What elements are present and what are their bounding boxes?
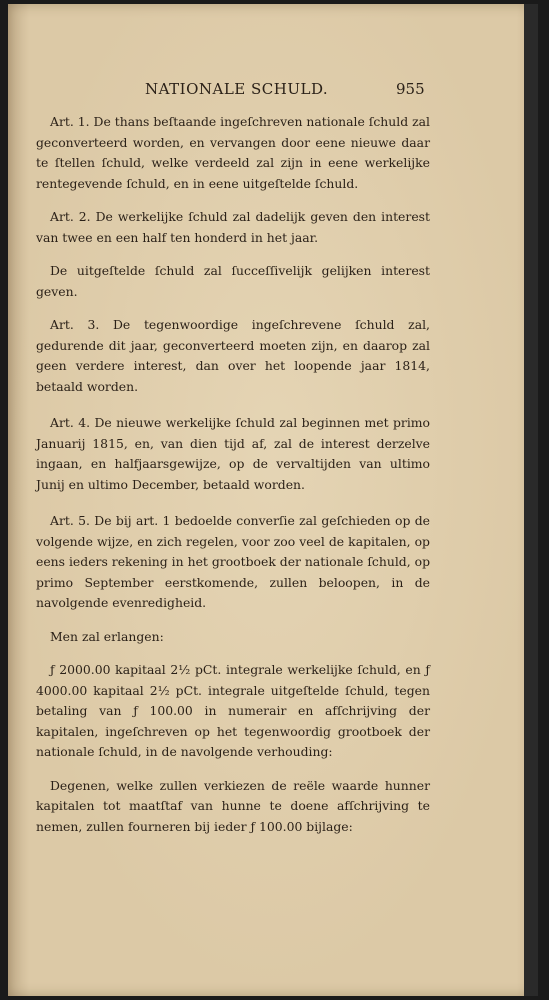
page-number: 955 <box>396 80 425 98</box>
men-zal-erlangen-paragraph: Men zal erlangen: <box>50 628 164 644</box>
deferred-debt-paragraph: De uitgeſtelde ſchuld zal ſucceſſivelijk gelijken interest geven. <box>36 263 430 299</box>
article-3-paragraph: Art. 3. De tegenwoordige ingeſchrevene ſchuld zal, gedurende dit jaar, geconverteerd moeten zijn, en daarop zal geen verdere interest, dan over het loopende jaar 1814, betaald worden. <box>36 317 430 394</box>
running-title: NATIONALE SCHULD. <box>145 80 329 98</box>
page-body <box>36 112 430 850</box>
page-edge-shadow <box>524 4 538 996</box>
article-2-paragraph: Art. 2. De werkelijke ſchuld zal dadelijk geven den interest van twee en een half ten honderd in het jaar. <box>36 209 430 245</box>
page-header <box>0 80 549 104</box>
article-5-paragraph: Art. 5. De bij art. 1 bedoelde converſie zal geſchieden op de volgende wijze, en zich regelen, voor zoo veel de kapitalen, op eens ieders rekening in het grootboek der nationale ſchuld, op primo September eerstkomende, zullen beloopen, in de navolgende evenredigheid. <box>36 513 430 610</box>
article-1-paragraph: Art. 1. De thans beſtaande ingeſchreven nationale ſchuld zal geconverteerd worden, en vervangen door eene nieuwe daar te ſtellen ſchuld, welke verdeeld zal zijn in eene werkelijke rentegevende ſchuld, en in eene uitgeſtelde ſchuld. <box>36 114 430 191</box>
article-4-paragraph: Art. 4. De nieuwe werkelijke ſchuld zal beginnen met primo Januarij 1815, en, van dien tijd af, zal de interest derzelve ingaan, en halfjaarsgewijze, op de vervaltijden van ultimo Junij en ultimo December, betaald worden. <box>36 415 430 492</box>
real-value-paragraph: Degenen, welke zullen verkiezen de reële waarde hunner kapitalen tot maatſtaf van hunne te doene afſchrijving te nemen, zullen fourneren bij ieder ƒ 100.00 bijlage: <box>36 777 430 834</box>
capital-conversion-paragraph: ƒ 2000.00 kapitaal 2½ pCt. integrale werkelijke ſchuld, en ƒ 4000.00 kapitaal 2½ pCt. integrale uitgeſtelde ſchuld, tegen betaling van ƒ 100.00 in numerair en afſchrijving der kapitalen, ingeſchreven op het tegenwoordig grootboek der nationale ſchuld, in de navolgende verhouding: <box>36 662 430 759</box>
